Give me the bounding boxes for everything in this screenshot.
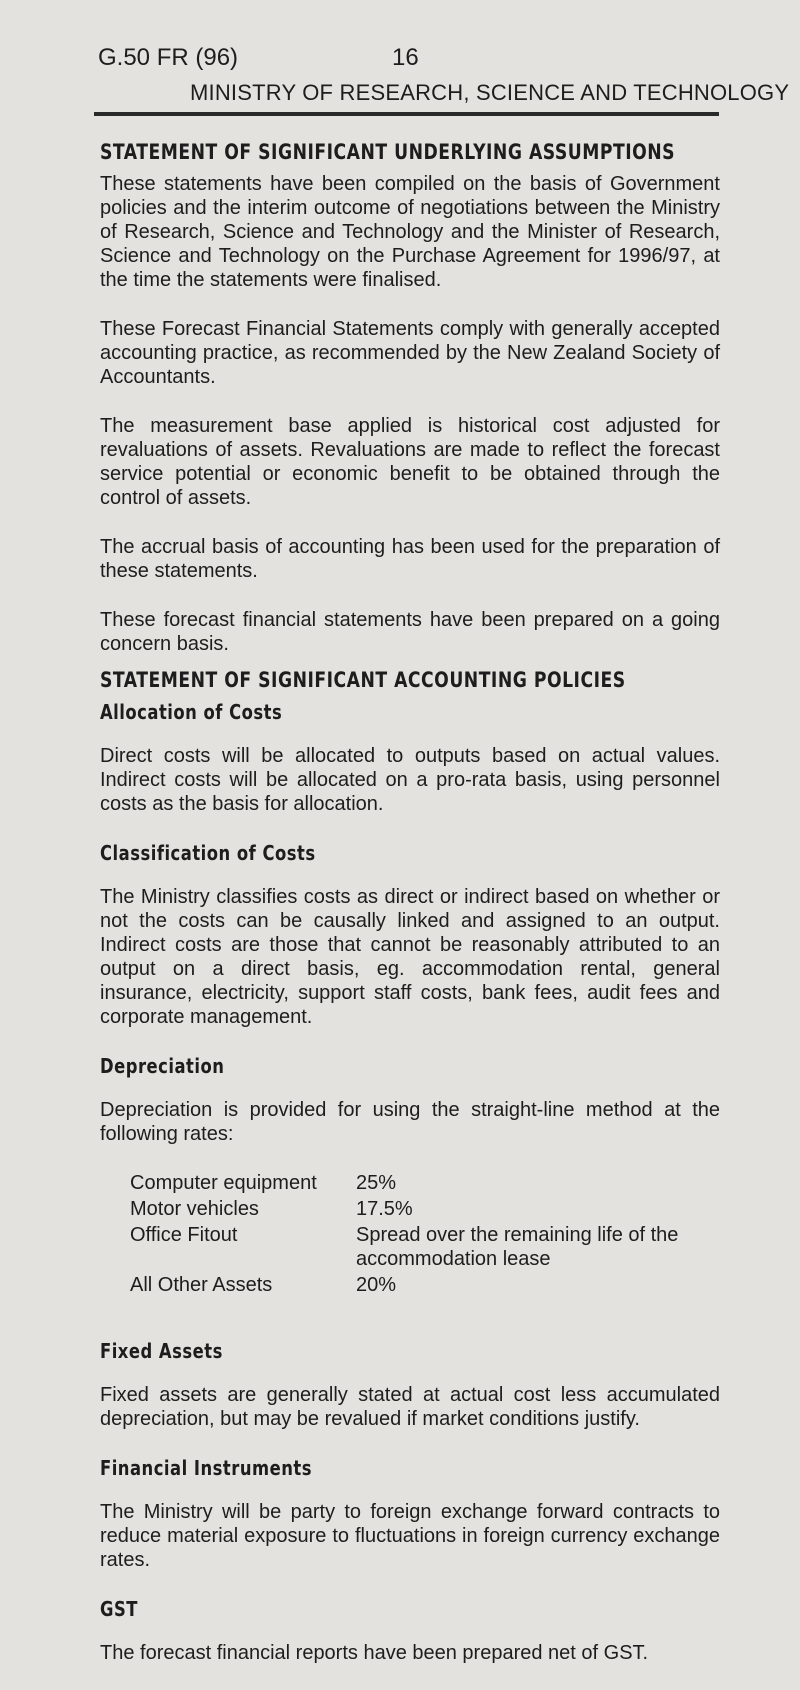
rate-row	[130, 1273, 720, 1297]
gst-heading: GST	[100, 1597, 138, 1621]
rate-asset: Computer equipment	[130, 1172, 317, 1194]
assumptions-paragraph: The measurement base applied is historical cost adjusted for revaluations of assets. Revaluations are made to reflect the forecast service potential or economic benefit to be obtained through the control of assets.	[100, 415, 720, 509]
rate-value: 20%	[356, 1274, 397, 1296]
depreciation-rates-table	[130, 1171, 720, 1297]
financial-instruments-heading: Financial Instruments	[100, 1456, 312, 1480]
rate-asset: Office Fitout	[130, 1224, 238, 1246]
header-rule	[94, 112, 719, 116]
document-body	[100, 140, 720, 1690]
classification-text: The Ministry classifies costs as direct or indirect based on whether or not the costs can be causally linked and assigned to an output. Indirect costs are those that cannot be reasonably attributed to an output on a direct basis, eg. accommodation rental, general insurance, electricity, support staff costs, bank fees, audit fees and corporate management.	[100, 886, 720, 1028]
assumptions-title: STATEMENT OF SIGNIFICANT UNDERLYING ASSUMPTIONS	[100, 140, 676, 164]
fixed-assets-text: Fixed assets are generally stated at actual cost less accumulated depreciation, but may be revalued if market conditions justify.	[100, 1384, 720, 1430]
page-number: 16	[392, 44, 419, 71]
depreciation-heading: Depreciation	[100, 1054, 225, 1078]
assumptions-paragraph: The accrual basis of accounting has been used for the preparation of these statements.	[100, 536, 720, 582]
assumptions-paragraph: These Forecast Financial Statements comply with generally accepted accounting practice, as recommended by the New Zealand Society of Accountants.	[100, 318, 720, 388]
rate-value: Spread over the remaining life of the accommodation lease	[356, 1224, 679, 1270]
allocation-heading: Allocation of Costs	[100, 700, 283, 724]
depreciation-text: Depreciation is provided for using the straight-line method at the following rates:	[100, 1099, 720, 1145]
rate-row	[130, 1171, 720, 1195]
assumptions-paragraph: These statements have been compiled on the basis of Government policies and the interim outcome of negotiations between the Ministry of Research, Science and Technology and the Minister of Research, Science and Technology on the Purchase Agreement for 1996/97, at the time the statements were finalised.	[100, 173, 720, 291]
classification-heading: Classification of Costs	[100, 841, 316, 865]
rate-value: 25%	[356, 1172, 397, 1194]
assumptions-paragraph: These forecast financial statements have been prepared on a going concern basis.	[100, 609, 720, 655]
rate-asset: All Other Assets	[130, 1274, 273, 1296]
financial-instruments-text: The Ministry will be party to foreign exchange forward contracts to reduce material exposure to fluctuations in foreign currency exchange rates.	[100, 1501, 720, 1571]
rate-row	[130, 1197, 720, 1221]
document-code: G.50 FR (96)	[98, 44, 239, 71]
rate-asset: Motor vehicles	[130, 1198, 259, 1220]
policies-title: STATEMENT OF SIGNIFICANT ACCOUNTING POLICIES	[100, 668, 626, 692]
rate-value: 17.5%	[356, 1198, 413, 1220]
ministry-name: MINISTRY OF RESEARCH, SCIENCE AND TECHNOLOGY	[190, 80, 790, 105]
rate-row	[130, 1223, 720, 1271]
gst-text: The forecast financial reports have been prepared net of GST.	[100, 1642, 649, 1664]
fixed-assets-heading: Fixed Assets	[100, 1339, 223, 1363]
allocation-text: Direct costs will be allocated to outputs based on actual values. Indirect costs will be allocated on a pro-rata basis, using personnel costs as the basis for allocation.	[100, 745, 720, 815]
